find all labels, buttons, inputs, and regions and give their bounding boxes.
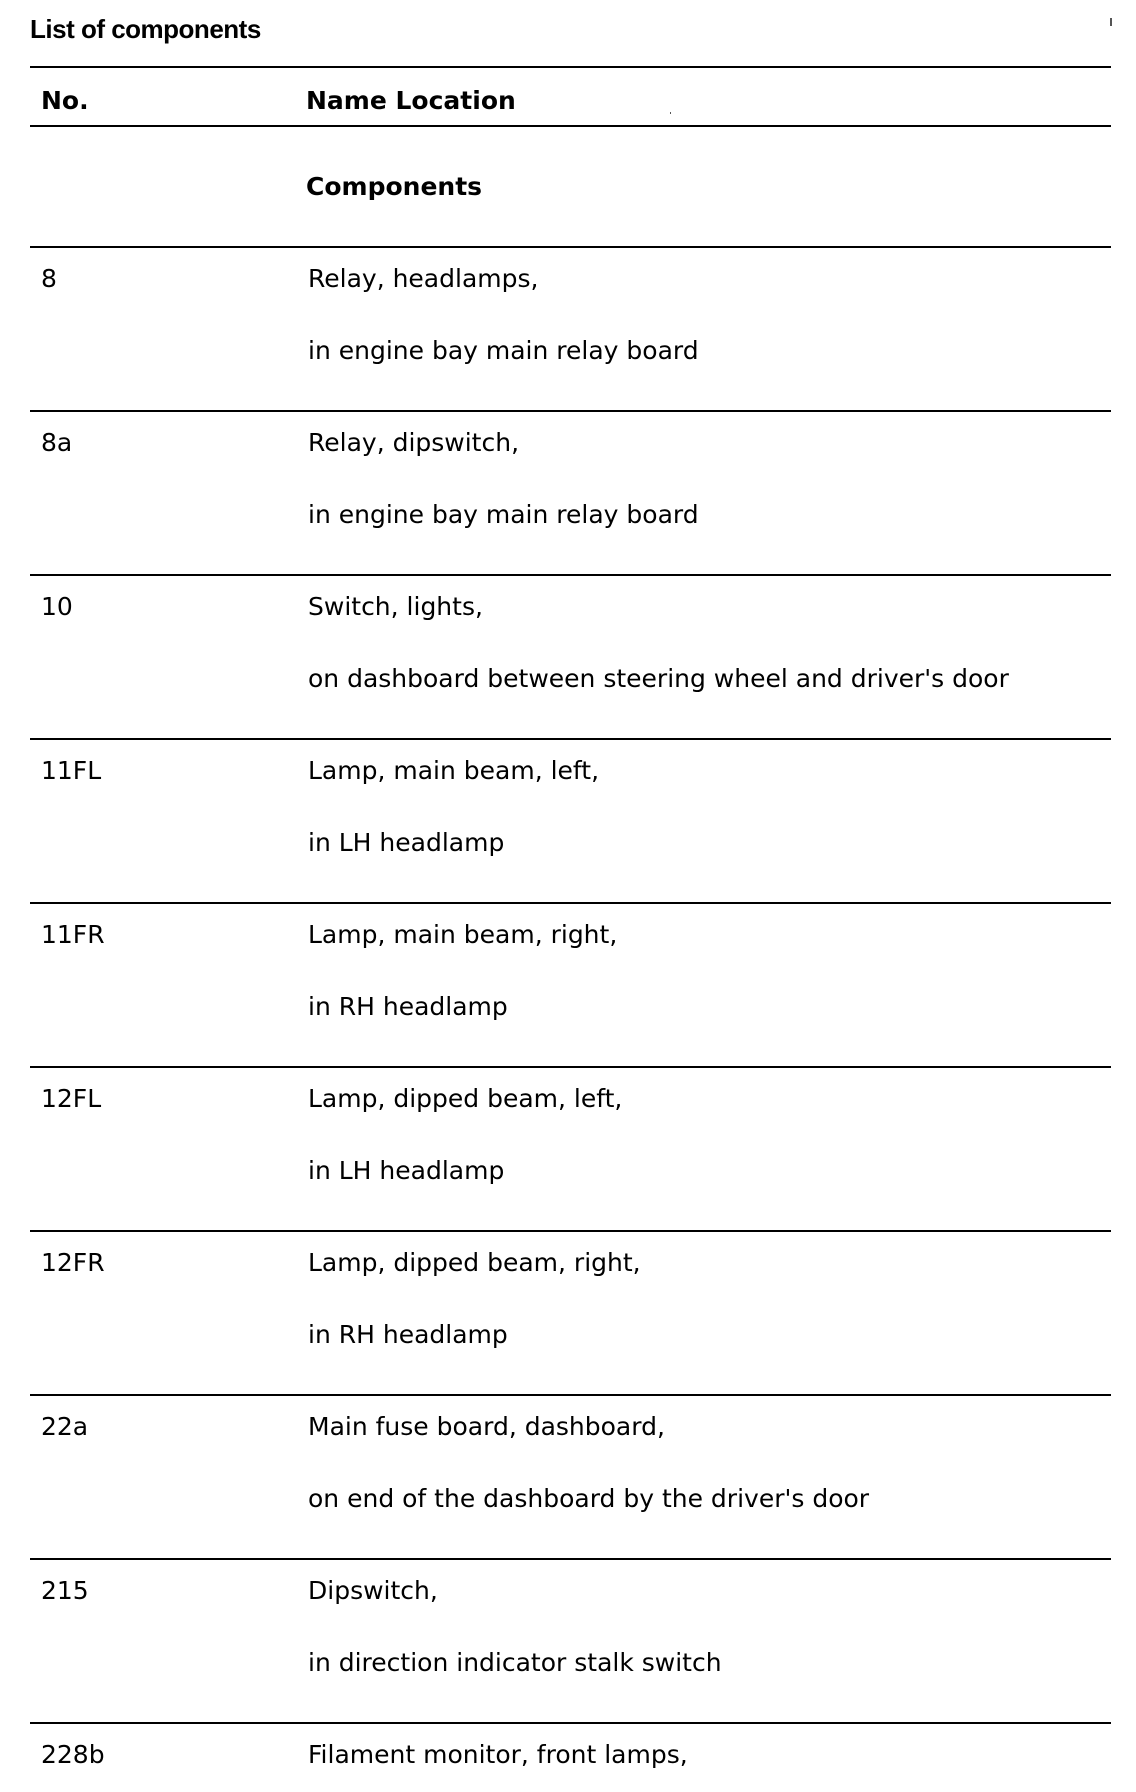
component-name: Filament monitor, front lamps,	[308, 1740, 688, 1769]
component-name: Lamp, dipped beam, left,	[308, 1084, 623, 1113]
component-number: 8	[41, 264, 57, 293]
component-number: 11FR	[41, 920, 105, 949]
row-separator	[30, 246, 1111, 248]
component-name: Relay, dipswitch,	[308, 428, 520, 457]
row-separator	[30, 1066, 1111, 1068]
component-number: 228b	[41, 1740, 105, 1769]
component-number: 8a	[41, 428, 73, 457]
component-name: Main fuse board, dashboard,	[308, 1412, 665, 1441]
component-location: in direction indicator stalk switch	[308, 1648, 722, 1677]
column-header-no: No.	[41, 86, 89, 115]
header-rule	[30, 125, 1111, 127]
row-separator	[30, 1230, 1111, 1232]
scan-speck	[670, 112, 671, 114]
component-name: Relay, headlamps,	[308, 264, 539, 293]
component-number: 10	[41, 592, 73, 621]
component-name: Lamp, main beam, right,	[308, 920, 618, 949]
component-number: 12FL	[41, 1084, 102, 1113]
component-location: on dashboard between steering wheel and driver's door	[308, 664, 1009, 693]
component-location: in LH headlamp	[308, 1156, 505, 1185]
table-top-rule	[30, 66, 1111, 68]
component-number: 22a	[41, 1412, 89, 1441]
row-separator	[30, 1558, 1111, 1560]
component-name: Lamp, dipped beam, right,	[308, 1248, 641, 1277]
row-separator	[30, 902, 1111, 904]
component-location: in RH headlamp	[308, 1320, 508, 1349]
component-location: in RH headlamp	[308, 992, 508, 1021]
row-separator	[30, 574, 1111, 576]
row-separator	[30, 1722, 1111, 1724]
section-heading: Components	[306, 172, 483, 201]
row-separator	[30, 738, 1111, 740]
component-name: Dipswitch,	[308, 1576, 438, 1605]
component-name: Lamp, main beam, left,	[308, 756, 600, 785]
row-separator	[30, 410, 1111, 412]
component-location: in engine bay main relay board	[308, 336, 699, 365]
component-number: 12FR	[41, 1248, 105, 1277]
component-name: Switch, lights,	[308, 592, 483, 621]
scan-speck	[1110, 18, 1112, 26]
row-separator	[30, 1394, 1111, 1396]
component-number: 11FL	[41, 756, 102, 785]
component-number: 215	[41, 1576, 89, 1605]
column-header-name-location: Name Location	[306, 86, 516, 115]
page-title: List of components	[30, 14, 261, 44]
component-location: in engine bay main relay board	[308, 500, 699, 529]
component-location: in LH headlamp	[308, 828, 505, 857]
component-location: on end of the dashboard by the driver's door	[308, 1484, 870, 1513]
